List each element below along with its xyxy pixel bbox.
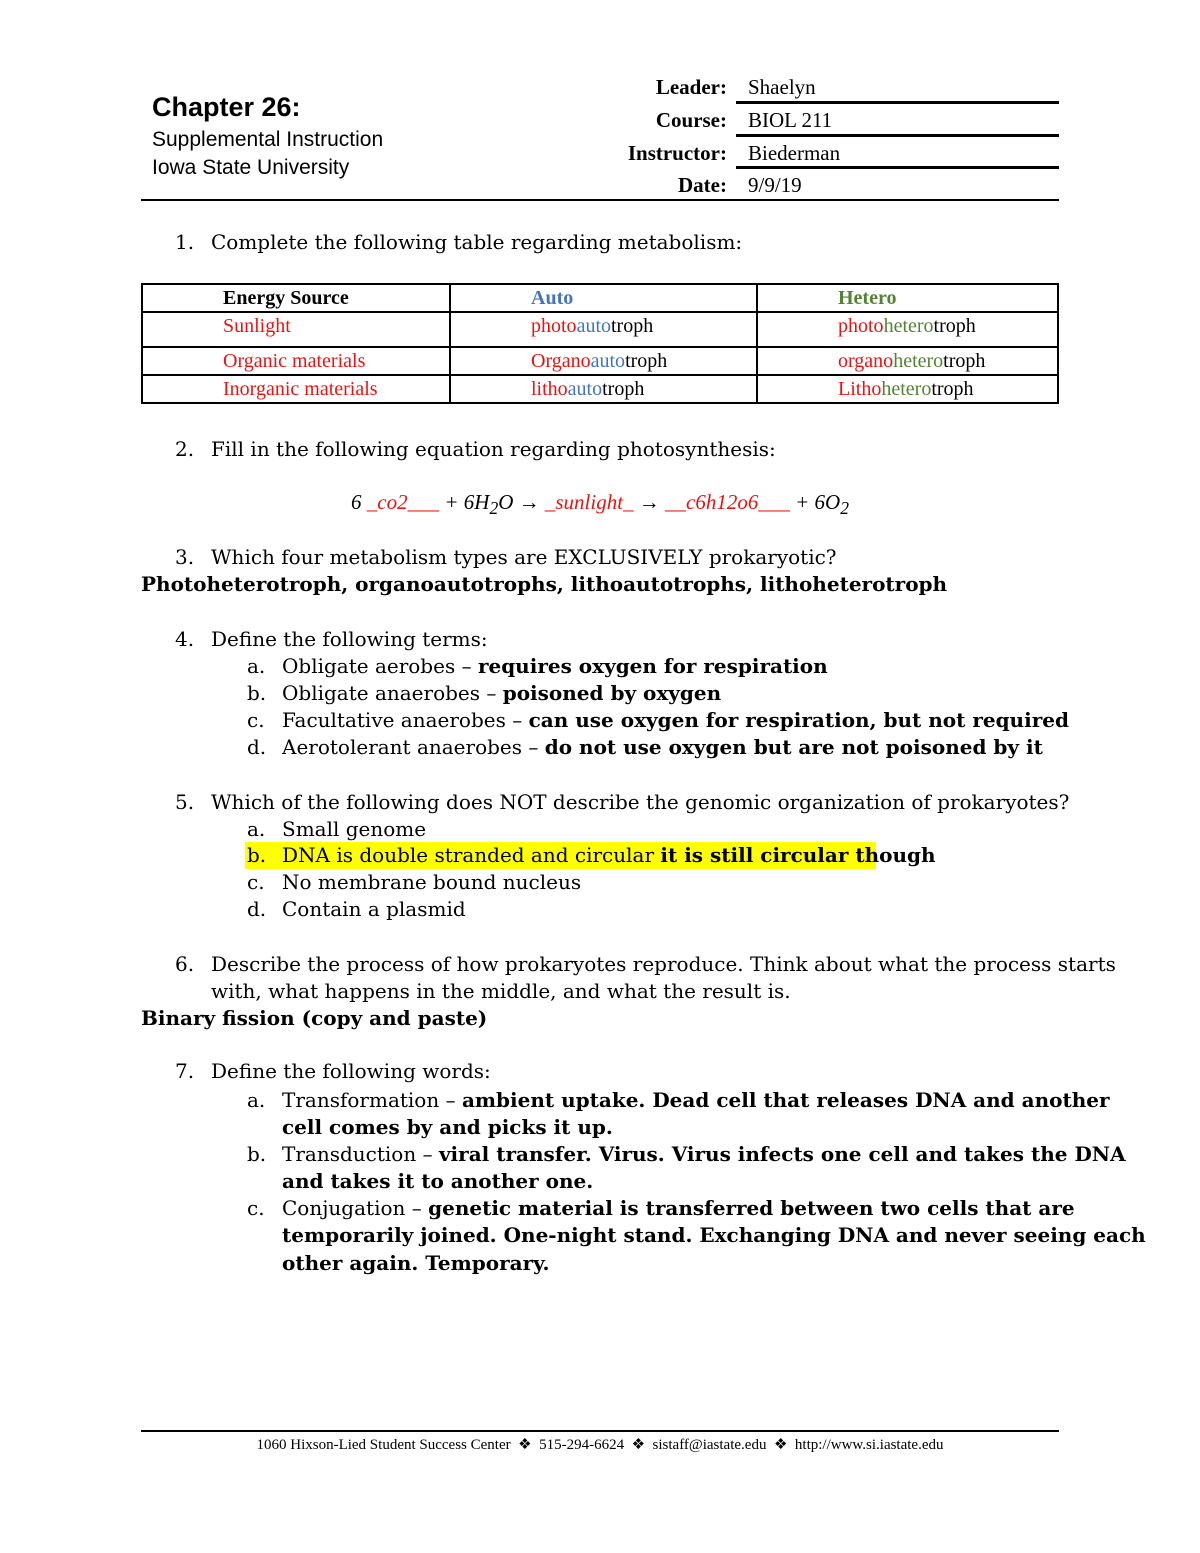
auto-cell: Organoautotroph bbox=[450, 347, 757, 375]
university-name: Iowa State University bbox=[152, 156, 350, 179]
instructor-label: Instructor: bbox=[627, 141, 727, 165]
question-number: 5. bbox=[175, 790, 195, 814]
leader-value: Shaelyn bbox=[748, 75, 816, 99]
table-row bbox=[142, 375, 1058, 403]
equation-answer: __c6h12o6___ bbox=[665, 490, 790, 514]
energy-source-cell: Organic materials bbox=[223, 350, 366, 372]
table-header-row bbox=[142, 284, 1058, 312]
equation-answer: _co2___ bbox=[366, 490, 440, 514]
auto-cell: lithoautotroph bbox=[450, 375, 757, 403]
course-underline bbox=[736, 134, 1059, 137]
course-label: Course: bbox=[655, 108, 727, 132]
energy-source-cell: Inorganic materials bbox=[223, 378, 378, 400]
chapter-title: Chapter 26: bbox=[152, 92, 301, 122]
question-number: 6. bbox=[175, 952, 195, 976]
question-text: Which four metabolism types are EXCLUSIVELY prokaryotic? bbox=[211, 545, 837, 569]
footer-url[interactable]: http://www.si.iastate.edu bbox=[794, 1437, 944, 1453]
metabolism-table bbox=[141, 283, 1059, 404]
answer-6: Binary fission (copy and paste) bbox=[141, 1006, 488, 1030]
footer-divider bbox=[141, 1430, 1059, 1432]
separator-icon: ❖ bbox=[773, 1437, 788, 1453]
instructor-value: Biederman bbox=[748, 141, 841, 165]
hetero-cell: organoheterotroph bbox=[757, 347, 1058, 375]
question-text: Which of the following does NOT describe the genomic organization of prokaryotes? bbox=[211, 790, 1070, 814]
energy-source-cell: Sunlight bbox=[223, 315, 291, 337]
equation-answer: _sunlight_ bbox=[544, 490, 634, 514]
photosynthesis-equation: 6 _co2___ + $6H_2O$ → _sunlight_ → __c6h12o6___ + $6O_2$ bbox=[351, 490, 849, 519]
footer-email[interactable]: sistaff@iastate.edu bbox=[652, 1437, 767, 1453]
program-name: Supplemental Instruction bbox=[152, 128, 384, 151]
separator-icon: ❖ bbox=[518, 1437, 532, 1453]
footer bbox=[141, 1435, 1059, 1454]
header-divider bbox=[141, 199, 1059, 201]
header-auto: Auto bbox=[531, 287, 574, 309]
instructor-underline bbox=[736, 166, 1059, 169]
table-row bbox=[142, 312, 1058, 347]
date-value: 9/9/19 bbox=[748, 173, 802, 197]
question-number: 2. bbox=[175, 437, 195, 461]
question-number: 3. bbox=[175, 545, 195, 569]
hetero-cell: Lithoheterotroph bbox=[757, 375, 1058, 403]
question-text: Describe the process of how prokaryotes reproduce. Think about what the process starts bbox=[211, 952, 1116, 976]
footer-address: 1060 Hixson-Lied Student Success Center bbox=[256, 1437, 511, 1453]
table-row bbox=[142, 347, 1058, 375]
separator-icon: ❖ bbox=[631, 1437, 646, 1453]
footer-phone: 515-294-6624 bbox=[539, 1437, 625, 1453]
question-text: Fill in the following equation regarding photosynthesis: bbox=[211, 437, 776, 461]
auto-cell: photoautotroph bbox=[450, 312, 757, 347]
leader-label: Leader: bbox=[655, 75, 727, 99]
date-label: Date: bbox=[678, 173, 727, 197]
question-text: Complete the following table regarding metabolism: bbox=[211, 230, 743, 254]
question-text: Define the following terms: bbox=[211, 627, 488, 651]
question-number: 7. bbox=[175, 1059, 195, 1083]
question-number: 4. bbox=[175, 627, 195, 651]
leader-underline bbox=[736, 101, 1059, 104]
question-text: Define the following words: bbox=[211, 1059, 491, 1083]
answer-3: Photoheterotroph, organoautotrophs, lithoautotrophs, lithoheterotroph bbox=[141, 572, 948, 596]
hetero-cell: photoheterotroph bbox=[757, 312, 1058, 347]
course-value: BIOL 211 bbox=[748, 108, 833, 132]
header-hetero: Hetero bbox=[838, 287, 897, 309]
question-number: 1. bbox=[175, 230, 195, 254]
header-energy-source: Energy Source bbox=[223, 287, 349, 309]
